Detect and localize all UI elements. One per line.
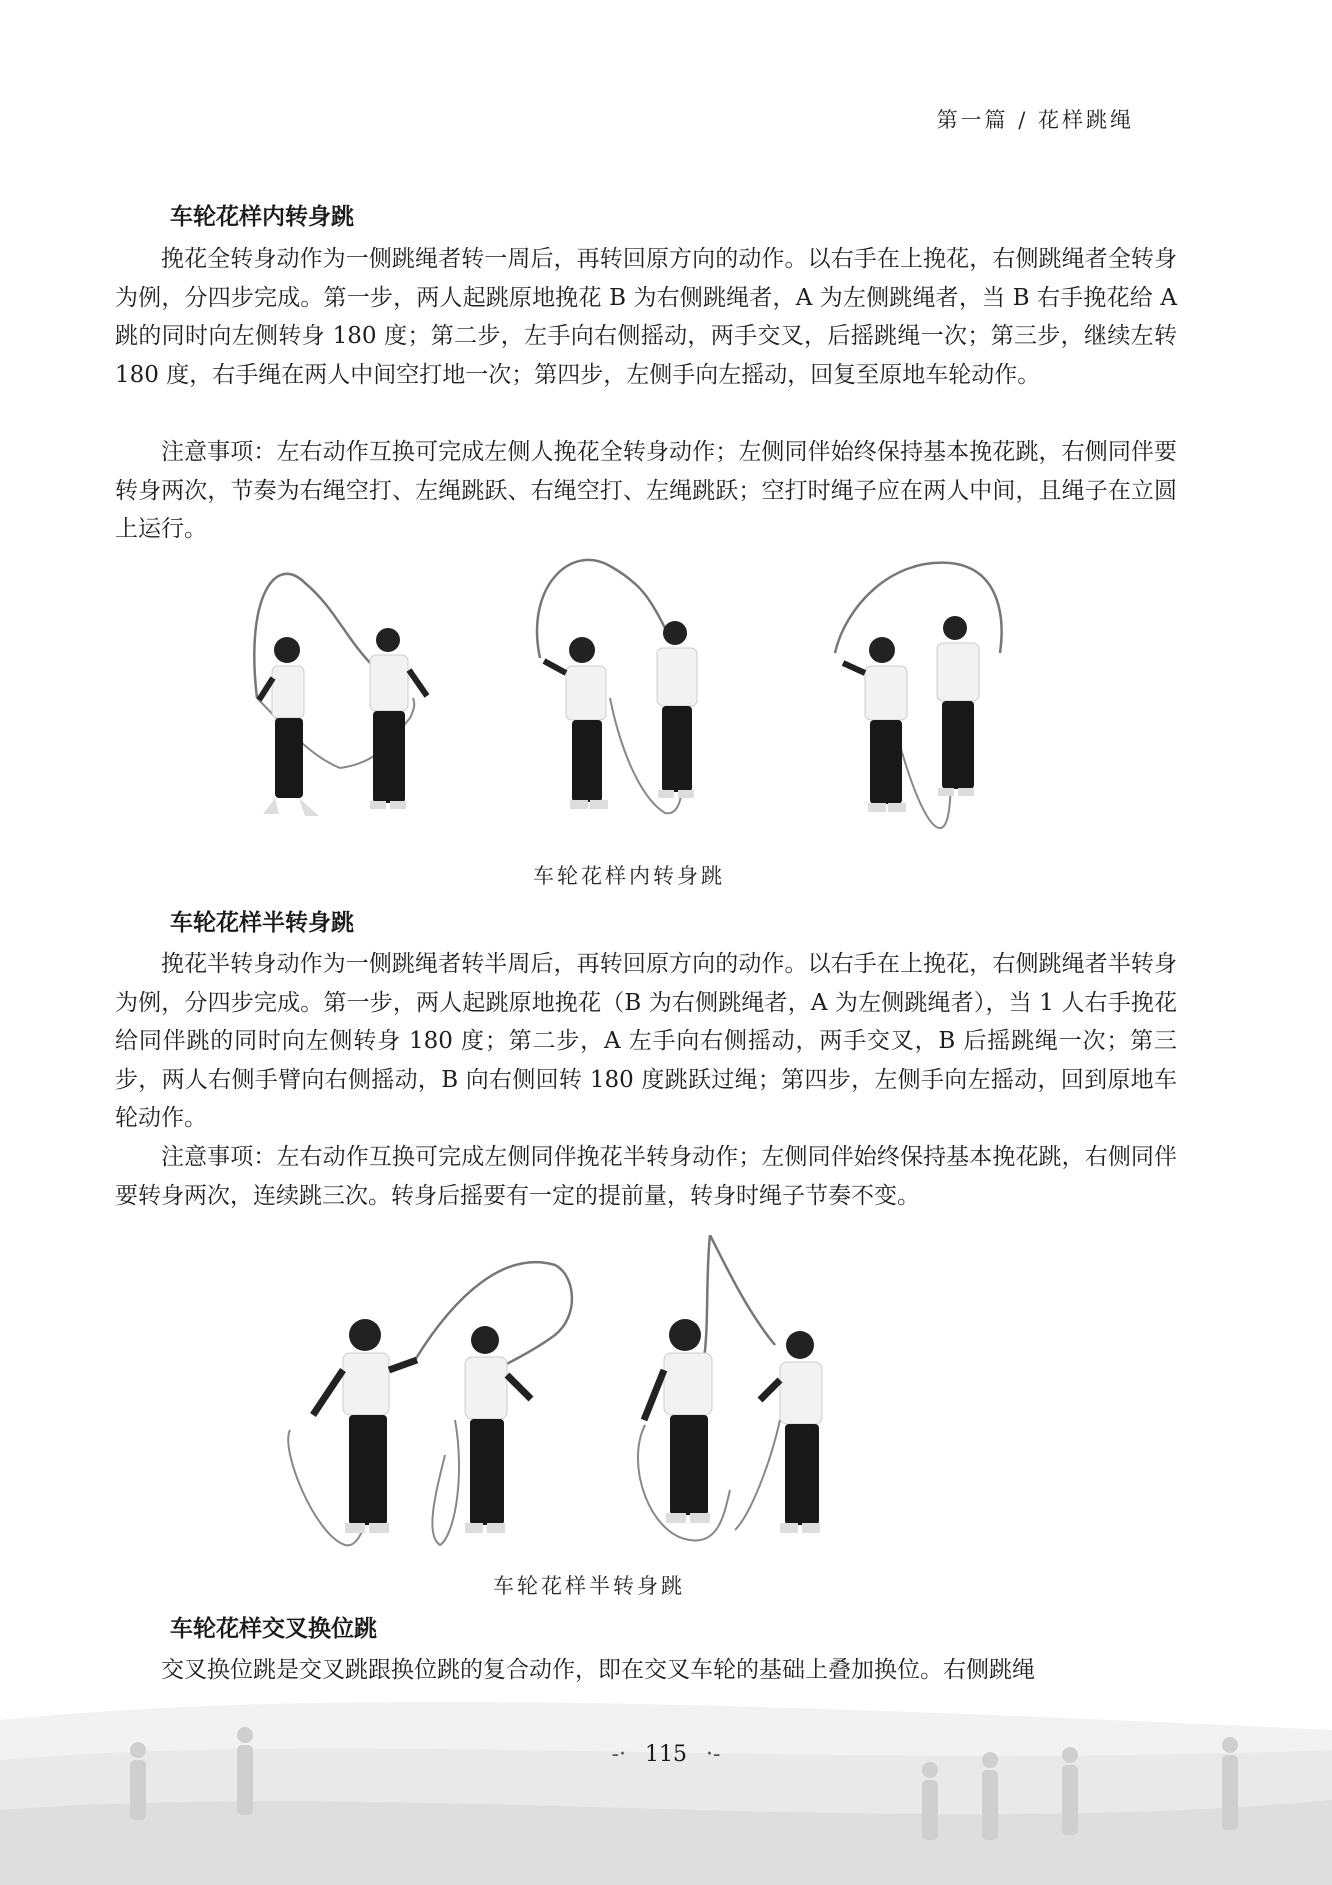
section-title-inner-turn: 车轮花样内转身跳 (170, 204, 354, 230)
figure-half-turn-photo (275, 1235, 975, 1555)
page-number-dash-left: -· (611, 1742, 626, 1767)
section-title-cross-swap: 车轮花样交叉换位跳 (170, 1616, 377, 1642)
photo-pair-2 (638, 1235, 822, 1540)
footer-decoration (0, 1690, 1332, 1885)
page-number-dash-right: ·- (706, 1742, 721, 1767)
photo-pair-2 (537, 560, 697, 813)
photo-pair-1 (254, 574, 427, 816)
figure-caption-half-turn: 车轮花样半转身跳 (493, 1574, 685, 1598)
page-number (0, 1742, 1332, 1767)
paragraph-inner-turn-steps: 挽花全转身动作为一侧跳绳者转一周后，再转回原方向的动作。以右手在上挽花，右侧跳绳者全转身为例，分四步完成。第一步，两人起跳原地挽花 B 为右侧跳绳者，A 为左侧跳绳者，当 B 右手挽花给 A 跳的同时向左侧转身 180 度；第二步，左手向右侧摇动，两手交叉，后摇跳绳一次；第三步，继续左转 180 度，右手绳在两人中间空打地一次；第四步，左侧手向左摇动，回复至原地车轮动作。 (115, 246, 1177, 388)
paragraph-half-turn-steps: 挽花半转身动作为一侧跳绳者转半周后，再转回原方向的动作。以右手在上挽花，右侧跳绳者半转身为例，分四步完成。第一步，两人起跳原地挽花（B 为右侧跳绳者，A 为左侧跳绳者），当 1 人右手挽花给同伴跳的同时向左侧转身 180 度；第二步，A 左手向右侧摇动，两手交叉，B 后摇跳绳一次；第三步，两人右侧手臂向右侧摇动，B 向右侧回转 180 度跳跃过绳；第四步，左侧手向左摇动，回到原地车轮动作。 (115, 951, 1177, 1132)
figure-caption-inner-turn: 车轮花样内转身跳 (533, 864, 725, 888)
paragraph-cross-swap-intro: 交叉换位跳是交叉跳跟换位跳的复合动作，即在交叉车轮的基础上叠加换位。右侧跳绳 (161, 1657, 1035, 1683)
page-number-value: 115 (645, 1742, 687, 1767)
paragraph-inner-turn-notes: 注意事项：左右动作互换可完成左侧人挽花全转身动作；左侧同伴始终保持基本挽花跳，右侧同伴要转身两次，节奏为右绳空打、左绳跳跃、右绳空打、左绳跳跃；空打时绳子应在两人中间，且绳子在立圆上运行。 (115, 439, 1177, 543)
figure-inner-turn-photo (235, 558, 1065, 848)
section-title-half-turn: 车轮花样半转身跳 (170, 910, 354, 936)
photo-pair-1 (288, 1262, 572, 1545)
paragraph-half-turn-notes: 注意事项：左右动作互换可完成左侧同伴挽花半转身动作；左侧同伴始终保持基本挽花跳，右侧同伴要转身两次，连续跳三次。转身后摇要有一定的提前量，转身时绳子节奏不变。 (115, 1144, 1177, 1209)
running-header: 第一篇 / 花样跳绳 (936, 108, 1134, 132)
photo-pair-3 (835, 563, 1002, 828)
